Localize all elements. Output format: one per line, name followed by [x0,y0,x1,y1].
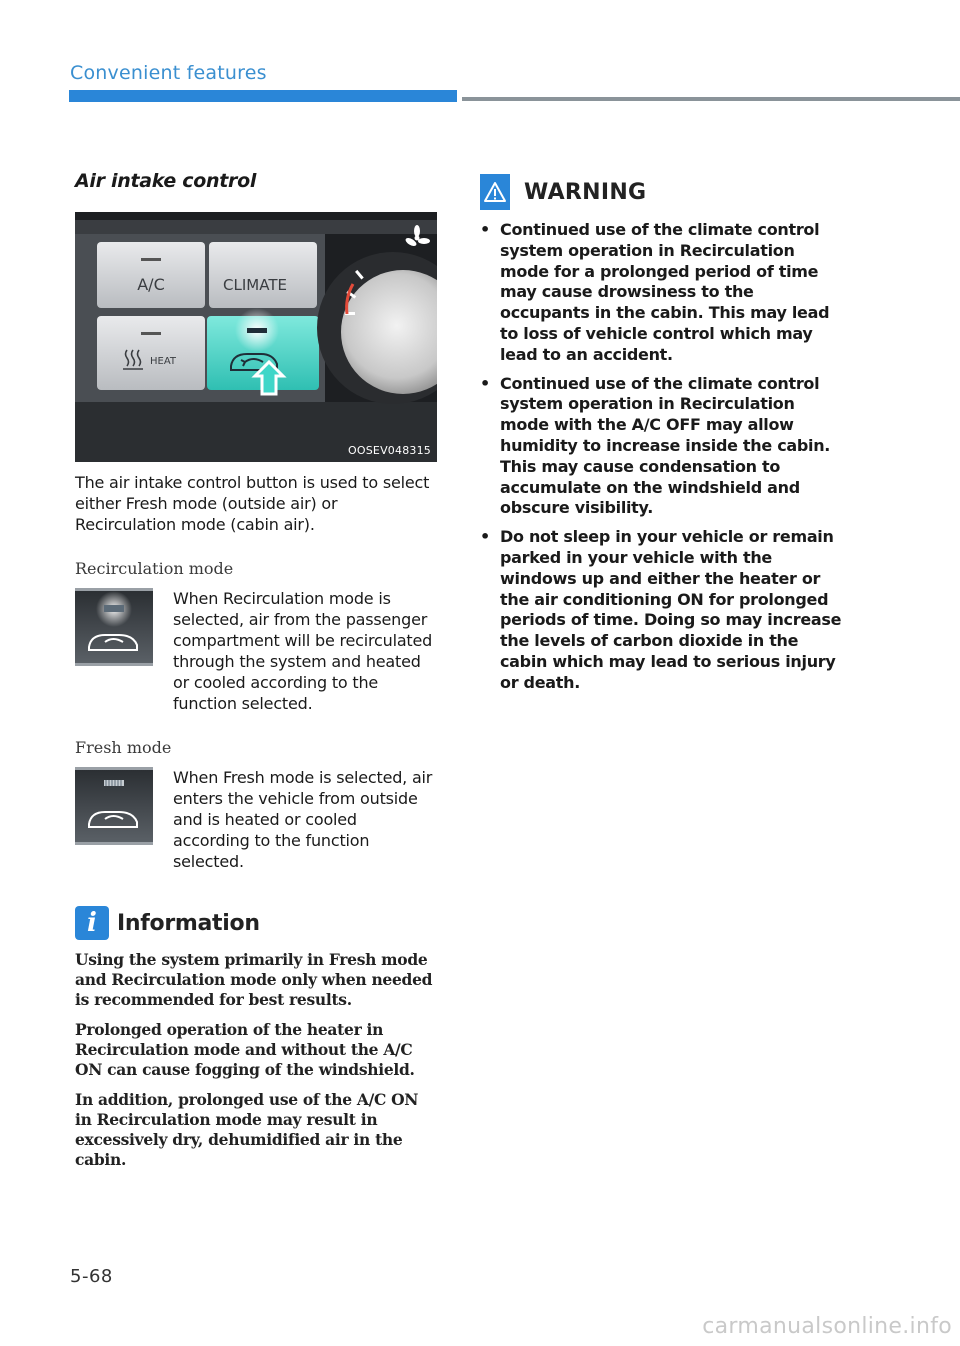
control-panel-illustration [75,212,437,462]
warning-item: • Do not sleep in your vehicle or remain parked in your vehicle with the windows up and either the heater or the air conditioning ON for prolonged periods of time. Doing so may increase the levels of carbon dioxide in the cabin which may lead to serious injury or death. [480,527,845,693]
climate-label: CLIMATE [223,276,287,294]
recirculation-heading: Recirculation mode [75,559,234,578]
information-paragraph: Using the system primarily in Fresh mode and Recirculation mode only when needed is recommended for best results. [75,950,433,1009]
header-rule-blue [69,90,457,102]
warning-title: WARNING [524,179,647,205]
info-icon: i [75,906,109,940]
fresh-description: When Fresh mode is selected, air enters the vehicle from outside and is heated or cooled according to the function selected. [173,768,433,871]
recirculation-mode-icon [75,588,153,666]
ac-label: A/C [137,275,165,294]
warning-list [480,220,845,694]
section-title: Convenient features [70,62,267,84]
photo-caption: OOSEV048315 [348,444,431,457]
fresh-row [75,767,437,872]
page-number: 5-68 [70,1266,113,1287]
recirculation-description: When Recirculation mode is selected, air from the passenger compartment will be recirculated through the system and heated or cooled according to the function selected. [173,589,433,713]
climate-button [209,242,317,308]
warning-item: • Continued use of the climate control system operation in Recirculation mode with the A/C OFF may allow humidity to increase inside the cabin. This may cause condensation to accumulate on the windshield and obscure visibility. [480,374,845,520]
warning-icon [480,174,510,210]
header-rule-grey [462,97,960,101]
information-heading-row [75,906,437,940]
recirculation-row [75,588,437,714]
air-intake-heading: Air intake control [75,170,257,192]
fresh-heading: Fresh mode [75,738,172,757]
fresh-mode-icon [75,767,153,845]
information-paragraph: Prolonged operation of the heater in Recirculation mode and without the A/C ON can cause fogging of the windshield. [75,1020,415,1079]
watermark: carmanualsonline.info [702,1314,952,1339]
warning-item: • Continued use of the climate control system operation in Recirculation mode for a prolonged period of time may cause drowsiness to the occupants in the cabin. This may lead to loss of vehicle control which may lead to an accident. [480,220,845,366]
warning-heading-row [480,172,845,212]
intro-paragraph: The air intake control button is used to select either Fresh mode (outside air) or Recirculation mode (cabin air). [75,473,430,534]
right-column [480,172,845,702]
heat-label: HEAT [149,356,177,367]
information-paragraph: In addition, prolonged use of the A/C ON in Recirculation mode may result in excessively dry, dehumidified air in the cabin. [75,1090,419,1169]
information-title: Information [117,910,260,936]
left-column [75,170,437,1170]
control-panel-photo [75,212,437,462]
heat-button [97,316,205,390]
